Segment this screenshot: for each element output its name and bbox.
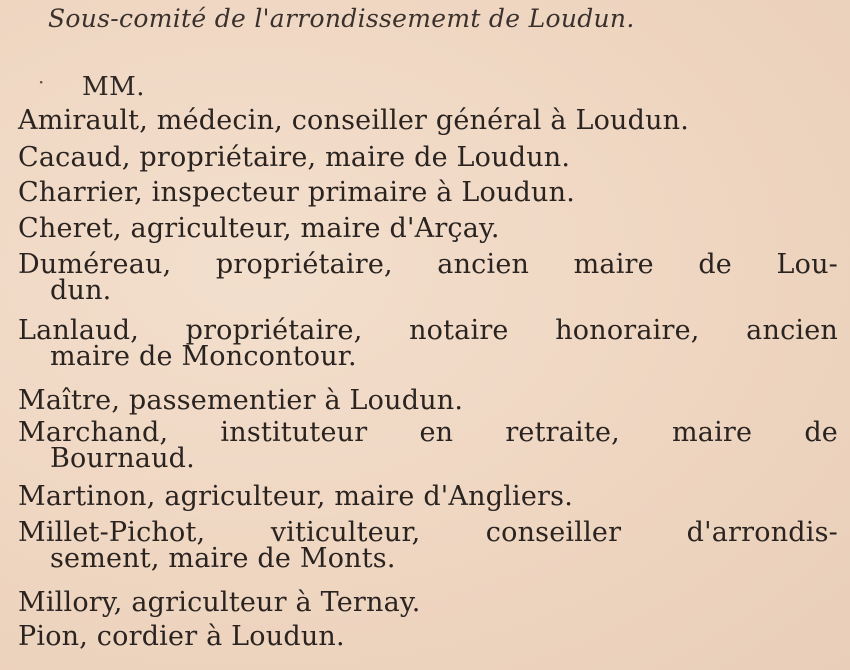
member-line: Pion, cordier à Loudun. [18, 621, 345, 652]
member-entry [18, 587, 838, 618]
member-line: Cheret, agriculteur, maire d'Arçay. [18, 213, 500, 244]
member-entry [18, 621, 838, 652]
salutation: MM. [82, 72, 146, 102]
member-line: Marchand, instituteur en retraite, maire de [18, 417, 838, 448]
member-line: Millet-Pichot, viticulteur, conseiller d'arrondis- [18, 517, 838, 548]
page-title: Sous-comité de l'arrondissememt de Loudun. [48, 4, 635, 33]
member-line-continued: Bournaud. [50, 443, 195, 474]
member-line: Martinon, agriculteur, maire d'Angliers. [18, 481, 574, 512]
member-entry [18, 315, 838, 372]
member-entry [18, 517, 838, 574]
decorative-dot: · [38, 70, 45, 94]
member-line: Amirault, médecin, conseiller général à Loudun. [18, 105, 690, 136]
member-entry [18, 385, 838, 416]
member-entry [18, 249, 838, 306]
member-line: Maître, passementier à Loudun. [18, 385, 464, 416]
member-entry [18, 142, 838, 173]
member-entry [18, 481, 838, 512]
member-line: Lanlaud, propriétaire, notaire honoraire, ancien [18, 315, 838, 346]
member-line-continued: sement, maire de Monts. [50, 543, 396, 574]
member-entry [18, 417, 838, 474]
member-line-continued: maire de Moncontour. [50, 341, 357, 372]
member-line: Millory, agriculteur à Ternay. [18, 587, 421, 618]
member-line-continued: dun. [50, 275, 112, 306]
member-entry [18, 213, 838, 244]
member-line: Duméreau, propriétaire, ancien maire de Lou- [18, 249, 838, 280]
member-line: Charrier, inspecteur primaire à Loudun. [18, 177, 575, 208]
member-line: Cacaud, propriétaire, maire de Loudun. [18, 142, 571, 173]
member-entry [18, 177, 838, 208]
member-entry [18, 105, 838, 136]
